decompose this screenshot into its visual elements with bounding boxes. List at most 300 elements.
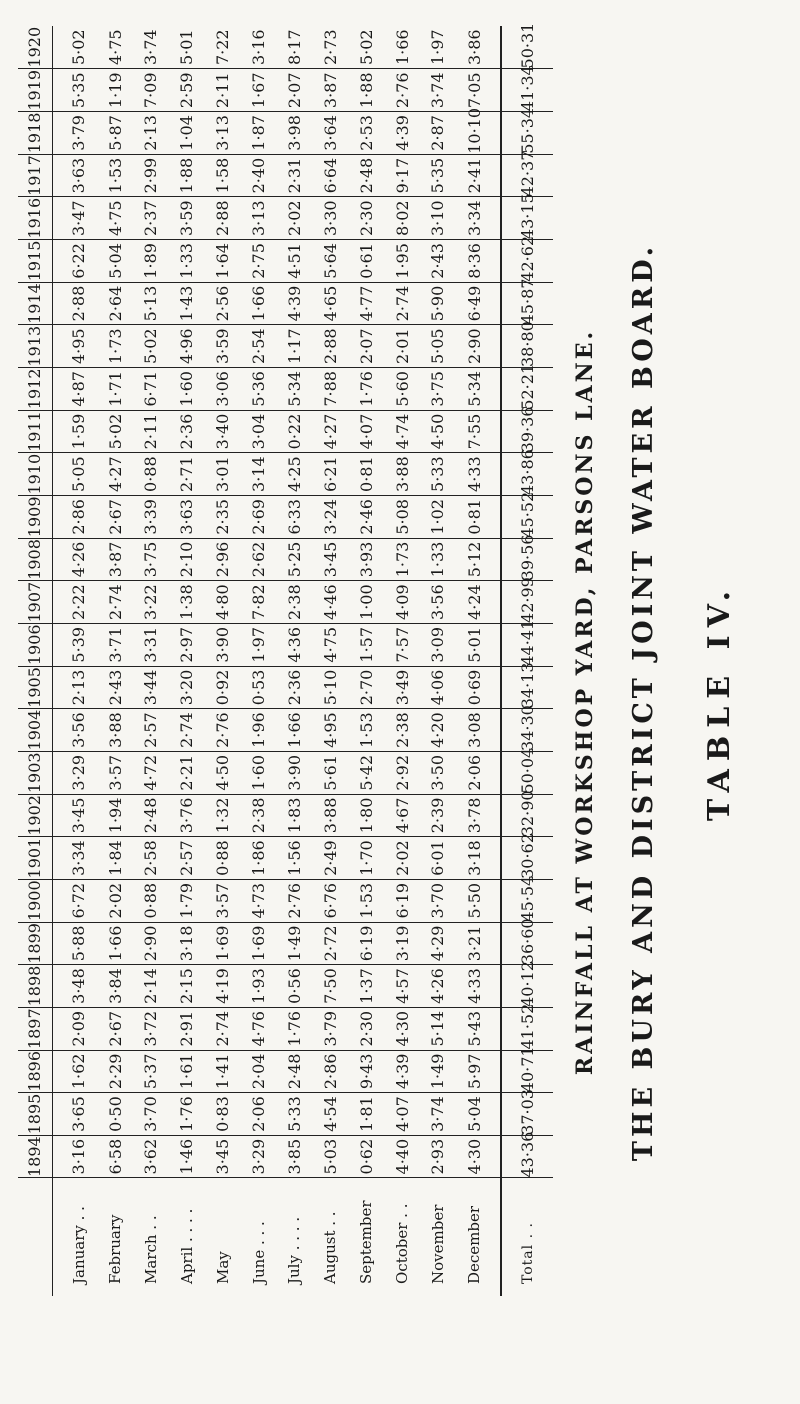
rainfall-value: 7·50 <box>312 965 348 1008</box>
rainfall-value: 1·53 <box>97 154 133 197</box>
year-header: 1905 <box>18 666 52 709</box>
rainfall-value: 2·62 <box>241 538 277 581</box>
rainfall-value: 6·33 <box>277 496 313 539</box>
month-label: July . . . . <box>285 1216 304 1284</box>
annual-total: 37·03 <box>501 1093 553 1136</box>
rainfall-value: 2·93 <box>420 1135 456 1178</box>
annual-total: 39·36 <box>501 410 553 453</box>
rainfall-value: 2·48 <box>277 1050 313 1093</box>
rainfall-value: 1·84 <box>97 837 133 880</box>
rainfall-value: 5·90 <box>420 282 456 325</box>
rainfall-value: 2·76 <box>205 709 241 752</box>
rainfall-value: 3·39 <box>133 496 169 539</box>
rainfall-value: 1·79 <box>169 879 205 922</box>
rainfall-value: 3·22 <box>133 581 169 624</box>
rainfall-value: 3·87 <box>312 69 348 112</box>
year-header: 1918 <box>18 112 52 155</box>
rainfall-value: 6·21 <box>312 453 348 496</box>
rainfall-value: 2·02 <box>384 837 420 880</box>
rainfall-value: 1·76 <box>169 1093 205 1136</box>
rainfall-value: 2·36 <box>169 410 205 453</box>
rainfall-value: 0·50 <box>97 1093 133 1136</box>
rainfall-value: 4·72 <box>133 751 169 794</box>
annual-total: 50·31 <box>501 26 553 69</box>
rainfall-value: 3·47 <box>52 197 97 240</box>
month-row <box>384 26 420 1296</box>
rainfall-value: 2·37 <box>133 197 169 240</box>
rainfall-value: 2·01 <box>384 325 420 368</box>
rainfall-value: 0·92 <box>205 666 241 709</box>
rainfall-value: 2·41 <box>456 154 501 197</box>
rainfall-value: 2·64 <box>97 282 133 325</box>
rainfall-value: 4·30 <box>456 1135 501 1178</box>
month-label: October . . <box>393 1203 412 1284</box>
year-header: 1915 <box>18 240 52 283</box>
rainfall-value: 4·50 <box>205 751 241 794</box>
month-row <box>348 26 384 1296</box>
rainfall-value: 4·24 <box>456 581 501 624</box>
year-header: 1899 <box>18 922 52 965</box>
rainfall-value: 4·75 <box>97 26 133 69</box>
rainfall-value: 2·04 <box>241 1050 277 1093</box>
rainfall-value: 4·46 <box>312 581 348 624</box>
rainfall-value: 0·81 <box>348 453 384 496</box>
annual-total: 41·34 <box>501 69 553 112</box>
rainfall-value: 3·86 <box>456 26 501 69</box>
rainfall-value: 7·55 <box>456 410 501 453</box>
rainfall-value: 3·90 <box>277 751 313 794</box>
rainfall-value: 1·33 <box>169 240 205 283</box>
rainfall-value: 3·31 <box>133 623 169 666</box>
rainfall-value: 3·18 <box>456 837 501 880</box>
month-label: November <box>428 1204 447 1284</box>
rainfall-value: 1·96 <box>241 709 277 752</box>
rainfall-value: 4·07 <box>348 410 384 453</box>
rainfall-value: 3·49 <box>384 666 420 709</box>
rainfall-value: 0·81 <box>456 496 501 539</box>
rainfall-value: 2·13 <box>133 112 169 155</box>
rainfall-value: 4·95 <box>52 325 97 368</box>
rainfall-value: 1·66 <box>277 709 313 752</box>
rainfall-value: 4·80 <box>205 581 241 624</box>
year-header: 1912 <box>18 368 52 411</box>
rainfall-value: 1·97 <box>420 26 456 69</box>
month-label: August . . <box>321 1211 340 1284</box>
rainfall-value: 5·04 <box>97 240 133 283</box>
rainfall-value: 2·67 <box>97 496 133 539</box>
rainfall-value: 3·74 <box>420 1093 456 1136</box>
board-title: THE BURY AND DISTRICT JOINT WATER BOARD. <box>628 242 659 1162</box>
rainfall-value: 6·01 <box>420 837 456 880</box>
rainfall-value: 1·69 <box>241 922 277 965</box>
rainfall-value: 5·10 <box>312 666 348 709</box>
month-label: December <box>465 1205 484 1284</box>
rainfall-value: 2·48 <box>133 794 169 837</box>
rainfall-value: 2·86 <box>52 496 97 539</box>
rainfall-value: 9·43 <box>348 1050 384 1093</box>
rainfall-value: 1·00 <box>348 581 384 624</box>
corner-cell <box>18 1178 52 1296</box>
month-row <box>277 26 313 1296</box>
rainfall-value: 3·85 <box>277 1135 313 1178</box>
rainfall-value: 1·88 <box>169 154 205 197</box>
total-label: Total . . <box>501 1178 553 1296</box>
rainfall-value: 2·14 <box>133 965 169 1008</box>
rainfall-value: 2·07 <box>348 325 384 368</box>
rainfall-value: 4·39 <box>384 112 420 155</box>
rainfall-value: 2·10 <box>169 538 205 581</box>
rainfall-value: 2·74 <box>169 709 205 752</box>
rainfall-value: 3·50 <box>420 751 456 794</box>
rainfall-value: 3·56 <box>420 581 456 624</box>
rainfall-value: 5·12 <box>456 538 501 581</box>
rainfall-value: 1·94 <box>97 794 133 837</box>
rainfall-value: 5·61 <box>312 751 348 794</box>
rainfall-value: 4·29 <box>420 922 456 965</box>
rainfall-value: 5·50 <box>456 879 501 922</box>
rainfall-value: 2·99 <box>133 154 169 197</box>
year-header: 1910 <box>18 453 52 496</box>
rainfall-value: 2·71 <box>169 453 205 496</box>
rainfall-value: 3·70 <box>420 879 456 922</box>
rainfall-value: 3·56 <box>52 709 97 752</box>
rainfall-value: 3·74 <box>420 69 456 112</box>
rainfall-value: 4·27 <box>97 453 133 496</box>
rainfall-value: 3·16 <box>52 1135 97 1178</box>
annual-total: 34·30 <box>501 709 553 752</box>
rainfall-value: 4·26 <box>420 965 456 1008</box>
rainfall-value: 4·33 <box>456 965 501 1008</box>
rainfall-value: 5·35 <box>52 69 97 112</box>
rainfall-value: 2·75 <box>241 240 277 283</box>
rainfall-value: 1·97 <box>241 623 277 666</box>
rainfall-value: 0·83 <box>205 1093 241 1136</box>
rainfall-value: 2·07 <box>277 69 313 112</box>
rainfall-value: 3·16 <box>241 26 277 69</box>
rainfall-value: 3·18 <box>169 922 205 965</box>
rainfall-value: 3·98 <box>277 112 313 155</box>
rainfall-value: 2·74 <box>97 581 133 624</box>
rainfall-value: 1·81 <box>348 1093 384 1136</box>
rainfall-value: 3·45 <box>312 538 348 581</box>
rainfall-value: 3·34 <box>52 837 97 880</box>
rainfall-value: 2·21 <box>169 751 205 794</box>
year-header-row <box>18 26 52 1296</box>
rainfall-value: 0·88 <box>133 879 169 922</box>
rainfall-value: 4·77 <box>348 282 384 325</box>
rainfall-value: 0·69 <box>456 666 501 709</box>
rainfall-value: 5·02 <box>133 325 169 368</box>
rainfall-value: 5·04 <box>456 1093 501 1136</box>
rainfall-value: 2·88 <box>205 197 241 240</box>
rainfall-value: 7·05 <box>456 69 501 112</box>
annual-total: 40·12 <box>501 965 553 1008</box>
annual-total: 45·52 <box>501 496 553 539</box>
rainfall-value: 4·57 <box>384 965 420 1008</box>
rainfall-value: 1·56 <box>277 837 313 880</box>
rainfall-value: 3·45 <box>205 1135 241 1178</box>
rainfall-value: 4·96 <box>169 325 205 368</box>
rainfall-value: 1·57 <box>348 623 384 666</box>
month-row <box>241 26 277 1296</box>
rainfall-value: 2·73 <box>312 26 348 69</box>
annual-total: 38·80 <box>501 325 553 368</box>
rainfall-value: 2·72 <box>312 922 348 965</box>
rainfall-value: 6·22 <box>52 240 97 283</box>
rainfall-value: 2·86 <box>312 1050 348 1093</box>
annual-total: 52·21 <box>501 368 553 411</box>
rainfall-value: 2·88 <box>312 325 348 368</box>
rainfall-value: 1·66 <box>97 922 133 965</box>
rainfall-value: 8·36 <box>456 240 501 283</box>
rainfall-value: 0·88 <box>205 837 241 880</box>
rainfall-value: 5·34 <box>456 368 501 411</box>
rainfall-value: 4·73 <box>241 879 277 922</box>
month-row <box>205 26 241 1296</box>
rainfall-value: 2·11 <box>133 410 169 453</box>
rainfall-value: 0·88 <box>133 453 169 496</box>
rainfall-value: 3·75 <box>420 368 456 411</box>
rainfall-value: 3·29 <box>52 751 97 794</box>
rainfall-value: 3·24 <box>312 496 348 539</box>
rainfall-value: 5·08 <box>384 496 420 539</box>
rainfall-value: 3·79 <box>52 112 97 155</box>
rainfall-value: 2·38 <box>384 709 420 752</box>
rainfall-value: 5·60 <box>384 368 420 411</box>
rainfall-value: 5·88 <box>52 922 97 965</box>
rainfall-value: 3·59 <box>169 197 205 240</box>
rainfall-value: 4·75 <box>312 623 348 666</box>
rainfall-value: 2·11 <box>205 69 241 112</box>
month-label: March . . <box>141 1215 160 1284</box>
rainfall-value: 1·19 <box>97 69 133 112</box>
rainfall-value: 4·39 <box>384 1050 420 1093</box>
rainfall-value: 7·22 <box>205 26 241 69</box>
month-label: May <box>213 1251 232 1284</box>
rainfall-value: 2·70 <box>348 666 384 709</box>
rainfall-value: 1·46 <box>169 1135 205 1178</box>
rainfall-value: 6·19 <box>348 922 384 965</box>
rainfall-value: 7·09 <box>133 69 169 112</box>
rainfall-table <box>18 22 553 1296</box>
rainfall-value: 2·09 <box>52 1007 97 1050</box>
rainfall-value: 1·04 <box>169 112 205 155</box>
rainfall-value: 2·74 <box>205 1007 241 1050</box>
month-label: September <box>357 1200 376 1284</box>
rainfall-value: 1·69 <box>205 922 241 965</box>
month-label: June . . . <box>249 1221 268 1284</box>
rainfall-value: 2·29 <box>97 1050 133 1093</box>
rainfall-value: 1·49 <box>420 1050 456 1093</box>
rainfall-value: 0·56 <box>277 965 313 1008</box>
rainfall-value: 7·88 <box>312 368 348 411</box>
rainfall-value: 3·70 <box>133 1093 169 1136</box>
rainfall-value: 1·43 <box>169 282 205 325</box>
rainfall-value: 4·50 <box>420 410 456 453</box>
rainfall-value: 3·57 <box>97 751 133 794</box>
rainfall-value: 4·06 <box>420 666 456 709</box>
annual-total: 34·13 <box>501 666 553 709</box>
rainfall-value: 2·02 <box>97 879 133 922</box>
rainfall-value: 2·06 <box>456 751 501 794</box>
rainfall-value: 2·06 <box>241 1093 277 1136</box>
rainfall-value: 5·34 <box>277 368 313 411</box>
rainfall-value: 1·87 <box>241 112 277 155</box>
rainfall-value: 3·04 <box>241 410 277 453</box>
rainfall-value: 2·57 <box>133 709 169 752</box>
rainfall-value: 4·19 <box>205 965 241 1008</box>
year-header: 1902 <box>18 794 52 837</box>
annual-total: 55·34 <box>501 112 553 155</box>
year-header: 1897 <box>18 1007 52 1050</box>
rainfall-value: 1·49 <box>277 922 313 965</box>
rainfall-value: 3·06 <box>205 368 241 411</box>
rainfall-value: 3·84 <box>97 965 133 1008</box>
rainfall-value: 1·60 <box>241 751 277 794</box>
rainfall-value: 3·71 <box>97 623 133 666</box>
annual-total: 42·62 <box>501 240 553 283</box>
rainfall-value: 3·21 <box>456 922 501 965</box>
rainfall-value: 2·96 <box>205 538 241 581</box>
rainfall-value: 1·70 <box>348 837 384 880</box>
rainfall-value: 1·38 <box>169 581 205 624</box>
rainfall-value: 7·82 <box>241 581 277 624</box>
rainfall-value: 3·93 <box>348 538 384 581</box>
rainfall-value: 3·45 <box>52 794 97 837</box>
rainfall-value: 1·76 <box>277 1007 313 1050</box>
rainfall-value: 3·40 <box>205 410 241 453</box>
rainfall-value: 5·35 <box>420 154 456 197</box>
rainfall-value: 2·48 <box>348 154 384 197</box>
year-header: 1914 <box>18 282 52 325</box>
rainfall-value: 2·02 <box>277 197 313 240</box>
rainfall-value: 3·20 <box>169 666 205 709</box>
rainfall-value: 7·57 <box>384 623 420 666</box>
year-header: 1903 <box>18 751 52 794</box>
rainfall-value: 4·95 <box>312 709 348 752</box>
rainfall-value: 1·60 <box>169 368 205 411</box>
rainfall-value: 1·83 <box>277 794 313 837</box>
rainfall-value: 3·01 <box>205 453 241 496</box>
rainfall-value: 3·75 <box>133 538 169 581</box>
rainfall-value: 2·36 <box>277 666 313 709</box>
year-header: 1916 <box>18 197 52 240</box>
rainfall-value: 1·61 <box>169 1050 205 1093</box>
rainfall-value: 3·90 <box>205 623 241 666</box>
month-label: April . . . . <box>177 1208 196 1284</box>
annual-total: 32·90 <box>501 794 553 837</box>
rainfall-value: 5·64 <box>312 240 348 283</box>
year-header: 1898 <box>18 965 52 1008</box>
rainfall-value: 6·49 <box>456 282 501 325</box>
rainfall-value: 3·79 <box>312 1007 348 1050</box>
rainfall-value: 5·33 <box>420 453 456 496</box>
rainfall-value: 0·62 <box>348 1135 384 1178</box>
rainfall-value: 6·64 <box>312 154 348 197</box>
rainfall-value: 2·76 <box>384 69 420 112</box>
rainfall-value: 5·01 <box>456 623 501 666</box>
rainfall-value: 1·32 <box>205 794 241 837</box>
rainfall-value: 4·39 <box>277 282 313 325</box>
rainfall-value: 4·20 <box>420 709 456 752</box>
rainfall-value: 6·72 <box>52 879 97 922</box>
annual-total: 41·52 <box>501 1007 553 1050</box>
year-header: 1908 <box>18 538 52 581</box>
annual-total: 39·56 <box>501 538 553 581</box>
rainfall-value: 3·44 <box>133 666 169 709</box>
rainfall-value: 2·57 <box>169 837 205 880</box>
rainfall-value: 2·90 <box>133 922 169 965</box>
rainfall-value: 2·38 <box>277 581 313 624</box>
annual-total: 36·60 <box>501 922 553 965</box>
month-row <box>133 26 169 1296</box>
rainfall-value: 4·87 <box>52 368 97 411</box>
month-label: January . . <box>69 1206 88 1284</box>
rainfall-value: 3·63 <box>52 154 97 197</box>
rainfall-value: 1·76 <box>348 368 384 411</box>
rainfall-value: 0·22 <box>277 410 313 453</box>
rainfall-value: 1·71 <box>97 368 133 411</box>
annual-total: 42·99 <box>501 581 553 624</box>
year-header: 1900 <box>18 879 52 922</box>
year-header: 1894 <box>18 1135 52 1178</box>
rainfall-value: 1·86 <box>241 837 277 880</box>
year-header: 1909 <box>18 496 52 539</box>
rainfall-value: 2·40 <box>241 154 277 197</box>
rainfall-value: 1·80 <box>348 794 384 837</box>
rainfall-value: 5·33 <box>277 1093 313 1136</box>
rainfall-value: 1·88 <box>348 69 384 112</box>
rainfall-value: 5·43 <box>456 1007 501 1050</box>
month-row <box>97 26 133 1296</box>
rainfall-value: 3·88 <box>384 453 420 496</box>
rainfall-value: 3·57 <box>205 879 241 922</box>
rainfall-value: 4·25 <box>277 453 313 496</box>
table-number: TABLE IV. <box>702 582 737 822</box>
rainfall-value: 2·30 <box>348 1007 384 1050</box>
rainfall-value: 3·65 <box>52 1093 97 1136</box>
year-header: 1911 <box>18 410 52 453</box>
rainfall-value: 4·36 <box>277 623 313 666</box>
year-header: 1896 <box>18 1050 52 1093</box>
rainfall-value: 4·76 <box>241 1007 277 1050</box>
rainfall-value: 3·08 <box>456 709 501 752</box>
rainfall-value: 3·13 <box>205 112 241 155</box>
rainfall-value: 8·17 <box>277 26 313 69</box>
rainfall-value: 8·02 <box>384 197 420 240</box>
rainfall-value: 6·76 <box>312 879 348 922</box>
rainfall-value: 3·30 <box>312 197 348 240</box>
rainfall-value: 4·40 <box>384 1135 420 1178</box>
rainfall-value: 4·74 <box>384 410 420 453</box>
rainfall-value: 5·02 <box>97 410 133 453</box>
month-row <box>52 26 97 1296</box>
rainfall-value: 4·65 <box>312 282 348 325</box>
rainfall-value: 1·73 <box>97 325 133 368</box>
rainfall-value: 6·58 <box>97 1135 133 1178</box>
rainfall-value: 2·92 <box>384 751 420 794</box>
rainfall-value: 2·87 <box>420 112 456 155</box>
rainfall-value: 3·62 <box>133 1135 169 1178</box>
rainfall-value: 5·02 <box>52 26 97 69</box>
annual-total: 44·41 <box>501 623 553 666</box>
rainfall-value: 2·59 <box>169 69 205 112</box>
rainfall-value: 2·67 <box>97 1007 133 1050</box>
rainfall-value: 3·09 <box>420 623 456 666</box>
rainfall-value: 1·53 <box>348 879 384 922</box>
rainfall-value: 4·51 <box>277 240 313 283</box>
rainfall-value: 5·37 <box>133 1050 169 1093</box>
